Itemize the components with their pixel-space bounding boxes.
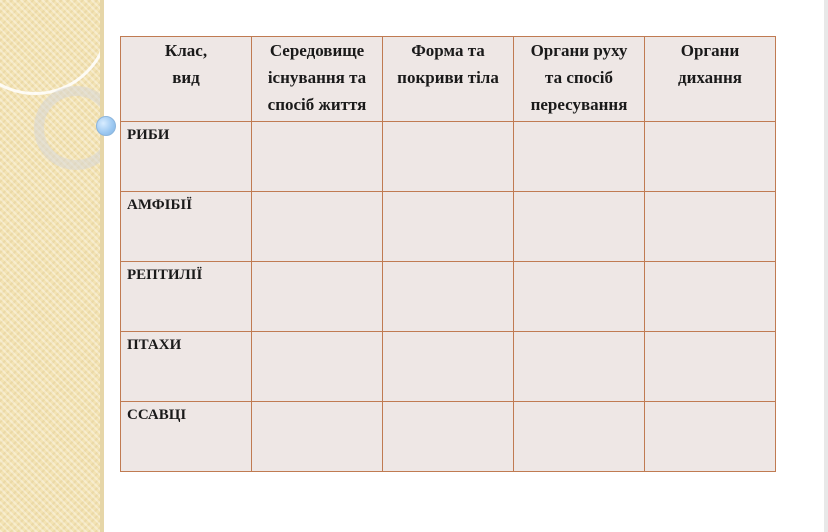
table-cell[interactable] [645,332,776,402]
header-line: Середовище [269,41,365,60]
table-row [121,192,776,262]
header-line: покриви тіла [397,68,499,87]
table-cell[interactable] [383,332,514,402]
header-line: та спосіб [545,68,613,87]
header-line: Клас, [164,41,208,60]
table-row [121,332,776,402]
table-row [121,122,776,192]
header-class-species [121,37,252,122]
table-header-row [121,37,776,122]
table-cell[interactable] [252,262,383,332]
header-line: Органи [680,41,740,60]
table-cell[interactable] [252,192,383,262]
decorative-ring-large [0,0,104,95]
table-cell[interactable] [514,192,645,262]
table-cell[interactable] [383,122,514,192]
row-label-reptiles: РЕПТИЛІЇ [121,262,252,332]
table-cell[interactable] [645,122,776,192]
decorative-dot-icon [96,116,116,136]
table-cell[interactable] [514,332,645,402]
header-line: вид [172,68,200,87]
table-cell[interactable] [383,262,514,332]
header-line: дихання [678,68,742,87]
table-cell[interactable] [645,192,776,262]
table-cell[interactable] [252,122,383,192]
table-cell[interactable] [383,192,514,262]
table-cell[interactable] [252,402,383,472]
header-habitat-lifestyle [252,37,383,122]
table-cell[interactable] [383,402,514,472]
table-cell[interactable] [645,262,776,332]
row-label-mammals: ССАВЦІ [121,402,252,472]
table-row [121,402,776,472]
table-cell[interactable] [514,402,645,472]
header-movement-organs [514,37,645,122]
table-cell[interactable] [514,122,645,192]
header-line: існування та [267,68,367,87]
table-row [121,262,776,332]
table-cell[interactable] [252,332,383,402]
row-label-amphibians: АМФІБІЇ [121,192,252,262]
decorative-side-strip [0,0,104,532]
header-line: Форма та [411,41,485,60]
header-line: Органи руху [530,41,628,60]
page-right-edge [824,0,828,532]
row-label-birds: ПТАХИ [121,332,252,402]
row-label-fish: РИБИ [121,122,252,192]
strip-edge [100,0,104,532]
header-body-shape-cover [383,37,514,122]
animal-classes-table [120,36,776,472]
header-line: пересування [530,95,628,114]
table-cell[interactable] [514,262,645,332]
header-respiratory-organs [645,37,776,122]
header-line: спосіб життя [267,95,367,114]
decorative-ring-small [34,86,104,170]
table-cell[interactable] [645,402,776,472]
